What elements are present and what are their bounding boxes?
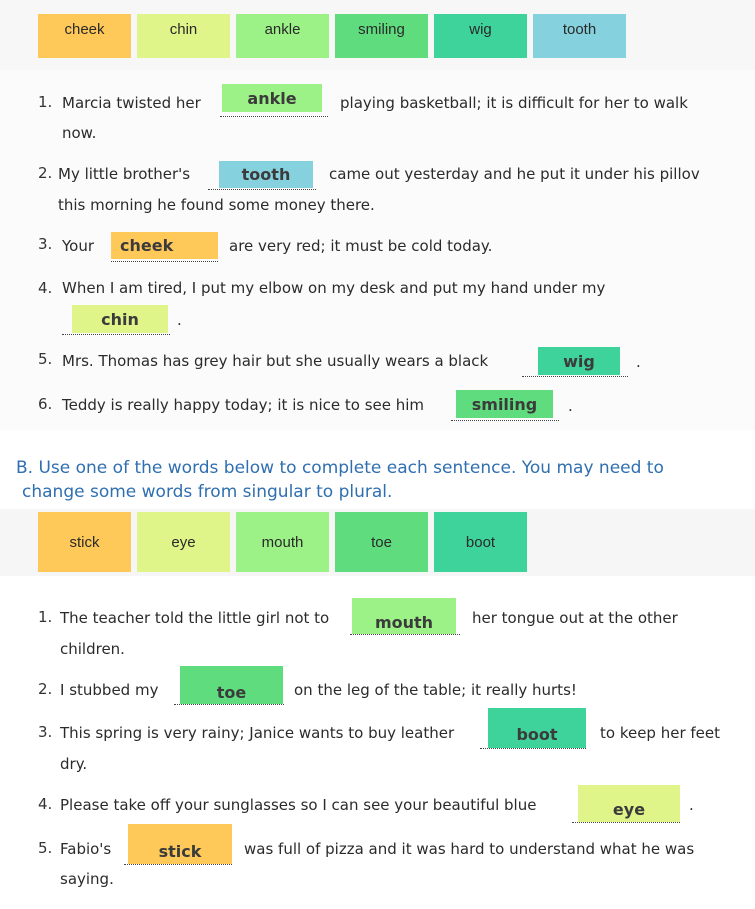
section-b-instruction-continued: change some words from singular to plural. xyxy=(22,482,393,502)
item-number: 3. xyxy=(38,723,53,741)
item-text-before: Fabio's xyxy=(60,840,112,858)
answer-underline xyxy=(220,116,328,117)
item-text-continued: children. xyxy=(60,640,125,658)
item-text-after: to keep her feet xyxy=(600,724,721,742)
word-tile-tooth[interactable]: tooth xyxy=(533,14,626,58)
item-number: 4. xyxy=(38,279,53,297)
item-number: 4. xyxy=(38,795,53,813)
item-text-after: was full of pizza and it was hard to understand what he was xyxy=(244,840,695,858)
word-tile-mouth[interactable]: mouth xyxy=(236,512,329,572)
word-tile-boot[interactable]: boot xyxy=(434,512,527,572)
word-tile-eye[interactable]: eye xyxy=(137,512,230,572)
answer-underline xyxy=(451,420,559,421)
answer-toe[interactable]: toe xyxy=(180,666,283,704)
item-text-before: Mrs. Thomas has grey hair but she usually wears a black xyxy=(62,352,489,370)
item-number: 1. xyxy=(38,608,53,626)
answer-eye[interactable]: eye xyxy=(578,785,680,822)
answer-stick[interactable]: stick xyxy=(128,824,232,864)
item-text-after: are very red; it must be cold today. xyxy=(229,237,493,255)
item-text-after: . xyxy=(636,353,641,371)
answer-underline xyxy=(62,334,170,335)
item-text-continued: saying. xyxy=(60,870,114,888)
word-tile-wig[interactable]: wig xyxy=(434,14,527,58)
word-tile-chin[interactable]: chin xyxy=(137,14,230,58)
item-text-after: . xyxy=(177,311,182,329)
item-text-after: came out yesterday and he put it under his pillov xyxy=(329,165,700,183)
word-tile-toe[interactable]: toe xyxy=(335,512,428,572)
item-text-before: I stubbed my xyxy=(60,681,159,699)
answer-underline xyxy=(111,261,218,262)
answer-underline xyxy=(572,822,680,823)
item-text-before: Marcia twisted her xyxy=(62,94,201,112)
item-number: 1. xyxy=(38,93,53,111)
answer-underline xyxy=(174,704,284,705)
item-text-before: The teacher told the little girl not to xyxy=(60,609,330,627)
item-number: 2. xyxy=(38,680,53,698)
word-tile-smiling[interactable]: smiling xyxy=(335,14,428,58)
answer-underline xyxy=(350,634,460,635)
answer-chin[interactable]: chin xyxy=(72,305,168,333)
item-text-before: This spring is very rainy; Janice wants to buy leather xyxy=(60,724,455,742)
answer-underline xyxy=(522,376,628,377)
item-number: 5. xyxy=(38,839,53,857)
word-tile-ankle[interactable]: ankle xyxy=(236,14,329,58)
item-text-continued: this morning he found some money there. xyxy=(58,196,375,214)
answer-underline xyxy=(124,864,232,865)
item-text-before: Please take off your sunglasses so I can see your beautiful blue xyxy=(60,796,537,814)
item-text-after: . xyxy=(568,397,573,415)
answer-wig[interactable]: wig xyxy=(538,347,620,375)
word-tile-stick[interactable]: stick xyxy=(38,512,131,572)
item-text-after: on the leg of the table; it really hurts! xyxy=(294,681,577,699)
item-text-after: . xyxy=(689,796,694,814)
item-number: 3. xyxy=(38,235,53,253)
item-text-before: Your xyxy=(62,237,95,255)
answer-underline xyxy=(208,189,316,190)
item-text-continued: now. xyxy=(62,124,97,142)
section-b-instruction: B. Use one of the words below to complete each sentence. You may need to xyxy=(16,458,664,478)
item-text-before: My little brother's xyxy=(58,165,191,183)
answer-tooth[interactable]: tooth xyxy=(219,161,313,188)
answer-cheek[interactable]: cheek xyxy=(111,232,218,259)
item-number: 5. xyxy=(38,350,53,368)
item-number: 2. xyxy=(38,164,53,182)
item-text-before: When I am tired, I put my elbow on my desk and put my hand under my xyxy=(62,279,606,297)
item-text-continued: dry. xyxy=(60,755,88,773)
answer-boot[interactable]: boot xyxy=(488,708,586,748)
answer-underline xyxy=(480,748,586,749)
item-text-before: Teddy is really happy today; it is nice to see him xyxy=(62,396,425,414)
item-text-after: playing basketball; it is difficult for her to walk xyxy=(340,94,688,112)
item-number: 6. xyxy=(38,395,53,413)
answer-mouth[interactable]: mouth xyxy=(352,598,456,634)
item-text-after: her tongue out at the other xyxy=(472,609,678,627)
answer-smiling[interactable]: smiling xyxy=(456,390,553,418)
answer-ankle[interactable]: ankle xyxy=(222,84,322,112)
word-tile-cheek[interactable]: cheek xyxy=(38,14,131,58)
